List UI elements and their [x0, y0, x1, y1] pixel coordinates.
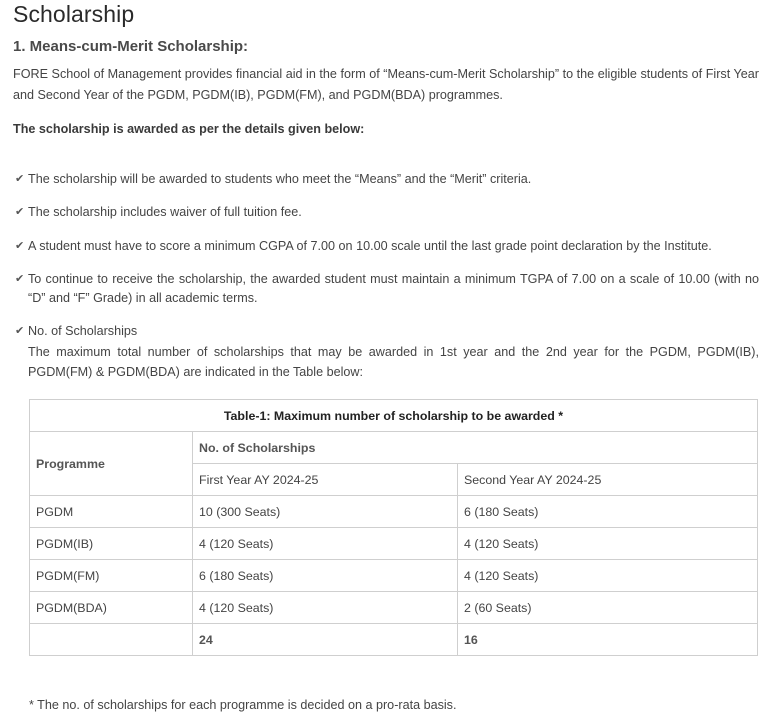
bullet-item — [13, 237, 759, 256]
section-heading: 1. Means-cum-Merit Scholarship: — [13, 38, 249, 55]
cell-first-year: 4 (120 Seats) — [193, 592, 458, 624]
check-icon: ✔ — [15, 206, 25, 218]
cell-programme: PGDM(FM) — [30, 560, 193, 592]
cell-programme: PGDM — [30, 496, 193, 528]
cell-first-year: 10 (300 Seats) — [193, 496, 458, 528]
table-row — [30, 528, 758, 560]
table-header-row — [30, 432, 758, 464]
bullet-text: The scholarship includes waiver of full tuition fee. — [28, 205, 302, 219]
bullet-item — [13, 203, 759, 222]
check-icon: ✔ — [15, 325, 25, 337]
table-row — [30, 592, 758, 624]
bullet-item — [13, 322, 759, 382]
bullet-item — [13, 270, 759, 308]
footnote: * The no. of scholarships for each programme is decided on a pro-rata basis. — [29, 698, 457, 712]
scholarship-table — [29, 399, 758, 656]
cell-second-year: 4 (120 Seats) — [458, 560, 758, 592]
header-scholarships: No. of Scholarships — [193, 432, 758, 464]
check-icon: ✔ — [15, 173, 25, 185]
table-caption: Table-1: Maximum number of scholarship to be awarded * — [30, 400, 758, 432]
cell-second-year: 6 (180 Seats) — [458, 496, 758, 528]
intro-paragraph: FORE School of Management provides financial aid in the form of “Means-cum-Merit Scholarship” to the eligible students of First Year and Second Year of the PGDM, PGDM(IB), PGDM(FM), and PGDM(BDA) programmes. — [13, 67, 759, 102]
cell-second-year: 4 (120 Seats) — [458, 528, 758, 560]
bullet-text: A student must have to score a minimum CGPA of 7.00 on 10.00 scale until the last grade point declaration by the Institute. — [28, 239, 712, 253]
table-row — [30, 496, 758, 528]
cell-first-year: 4 (120 Seats) — [193, 528, 458, 560]
table-total-row — [30, 624, 758, 656]
bullet-item — [13, 170, 759, 189]
cell-programme: PGDM(BDA) — [30, 592, 193, 624]
cell-total-first-year: 24 — [193, 624, 458, 656]
bullet-subtext: The maximum total number of scholarships that may be awarded in 1st year and the 2nd year for the PGDM, PGDM(IB), PGDM(FM) & PGDM(BDA) are indicated in the Table below: — [28, 345, 759, 379]
cell-total-label — [30, 624, 193, 656]
page-title: Scholarship — [13, 1, 135, 27]
lead-text: The scholarship is awarded as per the details given below: — [13, 122, 365, 136]
cell-total-second-year: 16 — [458, 624, 758, 656]
cell-second-year: 2 (60 Seats) — [458, 592, 758, 624]
bullet-text: To continue to receive the scholarship, the awarded student must maintain a minimum TGPA of 7.00 on a scale of 10.00 (with no “D” and “F” Grade) in all academic terms. — [28, 272, 759, 305]
check-icon: ✔ — [15, 240, 25, 252]
bullet-text: No. of Scholarships — [28, 324, 138, 338]
table-row — [30, 560, 758, 592]
table-caption-row — [30, 400, 758, 432]
bullet-text: The scholarship will be awarded to students who meet the “Means” and the “Merit” criteria. — [28, 172, 532, 186]
cell-first-year: 6 (180 Seats) — [193, 560, 458, 592]
check-icon: ✔ — [15, 273, 25, 285]
subheader-second-year: Second Year AY 2024-25 — [458, 464, 758, 496]
cell-programme: PGDM(IB) — [30, 528, 193, 560]
subheader-first-year: First Year AY 2024-25 — [193, 464, 458, 496]
header-programme: Programme — [30, 432, 193, 496]
